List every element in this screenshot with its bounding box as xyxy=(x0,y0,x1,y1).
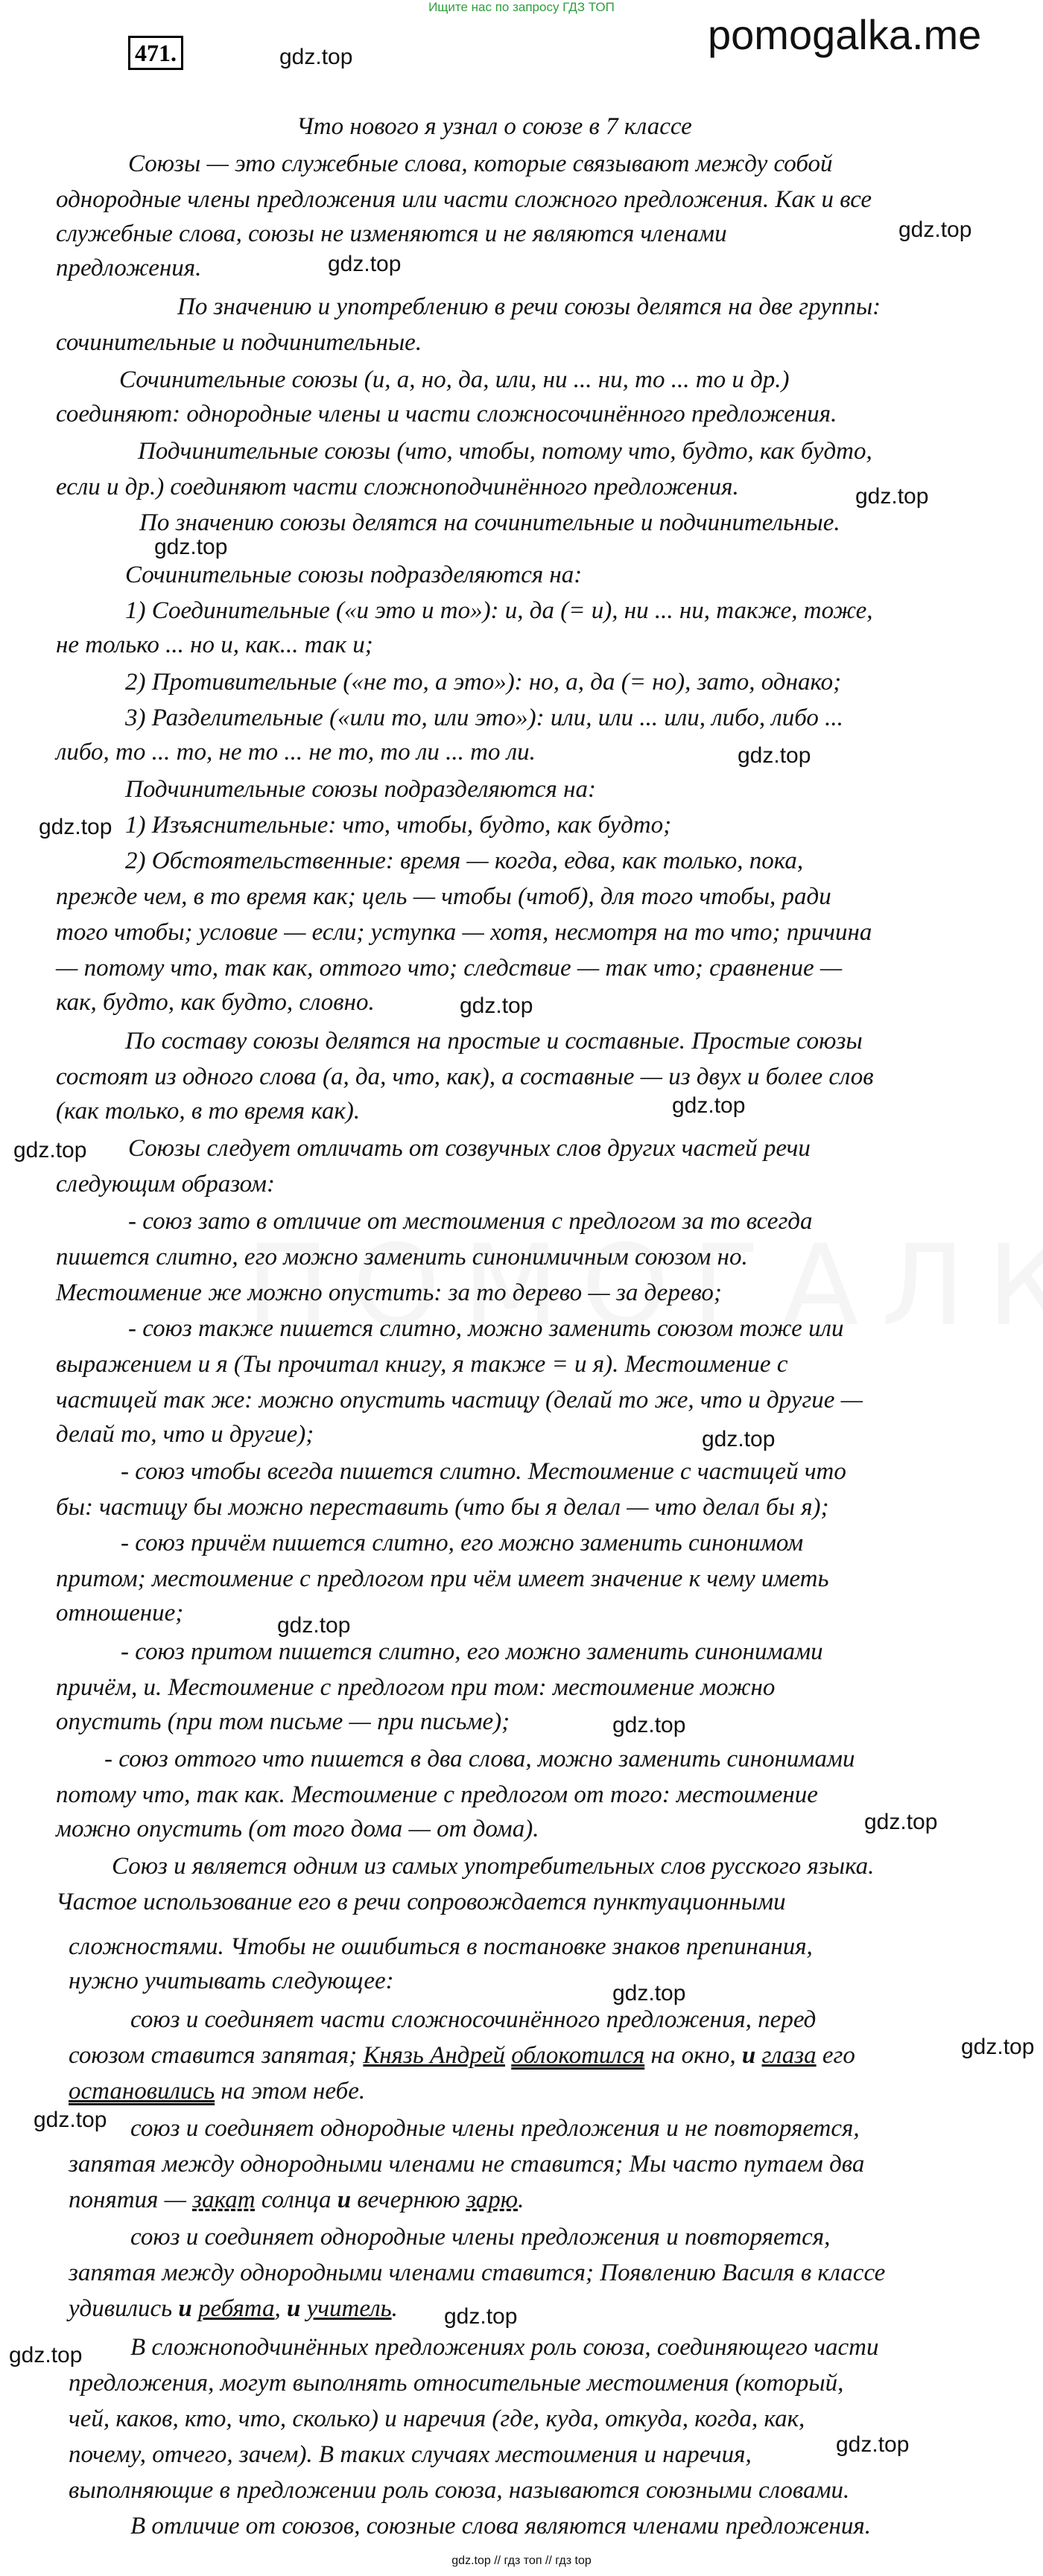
text-line: соединяют: однородные члены и части сложносочинённого предложения. xyxy=(56,401,837,427)
subject-word: ребята xyxy=(197,2295,275,2322)
text-line: прежде чем, в то время как; цель — чтобы (чтоб), для того чтобы, ради xyxy=(56,883,831,910)
watermark-label: gdz.top xyxy=(961,2035,1035,2059)
text-line: По составу союзы делятся на простые и составные. Простые союзы xyxy=(125,1028,863,1055)
text-line: 2) Обстоятельственные: время — когда, едва, как только, пока, xyxy=(125,847,804,874)
text-line: служебные слова, союзы не изменяются и не являются членами xyxy=(56,220,727,247)
text-line: 1) Соединительные («и это и то»): и, да (= и), ни ... ни, также, тоже, xyxy=(125,597,873,624)
subject-word: Князь Андрей xyxy=(363,2042,506,2069)
text-line: - союз причём пишется слитно, его можно заменить синонимом xyxy=(121,1530,804,1556)
watermark-label: gdz.top xyxy=(672,1093,746,1118)
text-line: запятая между однородными членами ставится; Появлению Василя в классе xyxy=(69,2259,886,2286)
text-line: выражением и я (Ты прочитал книгу, я также = и я). Местоимение с xyxy=(56,1351,788,1378)
text-line: не только ... но и, как... так и; xyxy=(56,632,373,658)
text-line: - союз зато в отличие от местоимения с предлогом за то всегда xyxy=(128,1208,813,1235)
conjunction-word: и xyxy=(337,2187,352,2213)
text-line: выполняющие в предложении роль союза, называются союзными словами. xyxy=(69,2477,850,2504)
predicate-word: остановились xyxy=(69,2078,215,2105)
text-line: можно опустить (от того дома — от дома). xyxy=(56,1816,539,1842)
watermark-label: gdz.top xyxy=(612,1713,686,1737)
example-line-rebyata xyxy=(69,2294,398,2324)
exercise-number: 471. xyxy=(128,36,183,70)
text-line: чей, каков, кто, что, сколько) и наречия (где, куда, откуда, когда, как, xyxy=(69,2405,805,2432)
text-fragment: удивились xyxy=(69,2295,179,2322)
watermark-label: gdz.top xyxy=(836,2432,910,2457)
text-line: Сочинительные союзы (и, а, но, да, или, ни ... ни, то ... то и др.) xyxy=(119,366,790,393)
text-line: предложения. xyxy=(56,255,202,282)
text-line: потому что, так как. Местоимение с предлогом от того: местоимение xyxy=(56,1781,818,1808)
top-search-note[interactable]: Ищите нас по запросу ГДЗ ТОП xyxy=(428,0,615,14)
text-line: пишется слитно, его можно заменить синонимичным союзом но. xyxy=(56,1244,748,1270)
predicate-word: облокотился xyxy=(511,2042,645,2069)
text-line: — потому что, так как, оттого что; следствие — так что; сравнение — xyxy=(56,955,843,982)
text-line: Союзы следует отличать от созвучных слов других частей речи xyxy=(128,1135,811,1162)
text-line: союз и соединяет однородные члены предложения и не повторяется, xyxy=(130,2115,860,2142)
object-word: закат xyxy=(192,2187,256,2213)
text-fragment: . xyxy=(518,2187,524,2213)
watermark-label: gdz.top xyxy=(864,1810,938,1834)
example-line-andrey xyxy=(69,2041,855,2070)
text-line: бы: частицу бы можно переставить (что бы я делал — что делал бы я); xyxy=(56,1494,829,1521)
text-line: сложностями. Чтобы не ошибиться в постановке знаков препинания, xyxy=(69,1933,813,1960)
watermark-label: gdz.top xyxy=(34,2108,107,2132)
text-line: отношение; xyxy=(56,1600,184,1626)
text-fragment: его xyxy=(816,2042,855,2069)
watermark-label: gdz.top xyxy=(277,1613,351,1638)
space xyxy=(300,2295,306,2322)
text-line: либо, то ... то, не то ... не то, то ли ... то ли. xyxy=(56,739,536,766)
footer-links[interactable]: gdz.top // гдз топ // гдз top xyxy=(451,2554,592,2567)
example-line-ostanovilis xyxy=(69,2076,365,2106)
text-fragment: понятия — xyxy=(69,2187,193,2213)
text-line: 1) Изъяснительные: что, чтобы, будто, как будто; xyxy=(125,812,672,839)
watermark-label: gdz.top xyxy=(444,2304,518,2329)
watermark-label: gdz.top xyxy=(460,993,533,1018)
text-line: Подчинительные союзы подразделяются на: xyxy=(125,776,596,803)
text-fragment: вечернюю xyxy=(351,2187,466,2213)
object-word: зарю xyxy=(466,2187,519,2213)
text-line: Союз и является одним из самых употребительных слов русского языка. xyxy=(112,1853,875,1880)
text-line: - союз также пишется слитно, можно заменить союзом тоже или xyxy=(128,1315,844,1342)
text-line: По значению и употреблению в речи союзы делятся на две группы: xyxy=(177,293,881,320)
watermark-label: gdz.top xyxy=(612,1981,686,2006)
text-line: Сочинительные союзы подразделяются на: xyxy=(125,562,583,588)
text-line: запятая между однородными членами не ставится; Мы часто путаем два xyxy=(69,2151,865,2178)
text-line: В сложноподчинённых предложениях роль союза, соединяющего части xyxy=(130,2334,879,2361)
text-line: 3) Разделительные («или то, или это»): или, или ... или, либо, либо ... xyxy=(125,705,843,731)
text-line: Союзы — это служебные слова, которые связывают между собой xyxy=(128,150,833,177)
text-line: если и др.) соединяют части сложноподчинённого предложения. xyxy=(56,474,739,500)
watermark-label: gdz.top xyxy=(328,252,402,276)
text-line: следующим образом: xyxy=(56,1171,275,1198)
site-logo[interactable]: pomogalka.me xyxy=(708,11,982,58)
text-line: делай то, что и другие); xyxy=(56,1421,314,1448)
watermark-label: gdz.top xyxy=(855,484,929,509)
text-line: нужно учитывать следующее: xyxy=(69,1968,394,1994)
text-line: Подчинительные союзы (что, чтобы, потому что, будто, как будто, xyxy=(138,438,872,465)
conjunction-word: и xyxy=(741,2042,756,2069)
text-line: сочинительные и подчинительные. xyxy=(56,329,422,356)
text-fragment: , xyxy=(274,2295,288,2322)
text-fragment: солнца xyxy=(255,2187,337,2213)
text-line: союз и соединяет однородные члены предложения и повторяется, xyxy=(130,2224,831,2251)
text-line: опустить (при том письме — при письме); xyxy=(56,1708,510,1735)
text-line: того чтобы; условие — если; уступка — хотя, несмотря на то что; причина xyxy=(56,919,872,946)
text-line: Местоимение же можно опустить: за то дерево — за дерево; xyxy=(56,1279,722,1306)
watermark-label: gdz.top xyxy=(738,743,811,768)
watermark-label: gdz.top xyxy=(154,535,228,559)
conjunction-word: и xyxy=(287,2295,301,2322)
text-line: - союз чтобы всегда пишется слитно. Местоимение с частицей что xyxy=(121,1458,846,1485)
watermark-label: gdz.top xyxy=(279,45,353,69)
text-fragment: на окно, xyxy=(644,2042,742,2069)
text-line: предложения, могут выполнять относительные местоимения (который, xyxy=(69,2370,844,2397)
space xyxy=(192,2295,198,2322)
watermark-label: gdz.top xyxy=(39,815,112,839)
text-line: - союз притом пишется слитно, его можно заменить синонимами xyxy=(121,1638,823,1665)
text-line: притом; местоимение с предлогом при чём имеет значение к чему иметь xyxy=(56,1565,829,1592)
space xyxy=(755,2042,761,2069)
example-line-zakat xyxy=(69,2185,524,2215)
text-line: однородные члены предложения или части сложного предложения. Как и все xyxy=(56,186,872,213)
text-line: состоят из одного слова (а, да, что, как), а составные — из двух и более слов xyxy=(56,1063,874,1090)
text-line: как, будто, как будто, словно. xyxy=(56,989,375,1016)
watermark-label: gdz.top xyxy=(9,2343,83,2367)
text-line: частицей так же: можно опустить частицу (делай то же, что и другие — xyxy=(56,1387,863,1413)
subject-word: учитель xyxy=(306,2295,392,2322)
text-line: союз и соединяет части сложносочинённого предложения, перед xyxy=(130,2006,817,2033)
text-fragment: на этом небе. xyxy=(215,2078,366,2105)
text-line: причём, и. Местоимение с предлогом при том: местоимение можно xyxy=(56,1674,776,1701)
text-line: почему, отчего, зачем). В таких случаях местоимения и наречия, xyxy=(69,2441,752,2468)
text-line: 2) Противительные («не то, а это»): но, а, да (= но), зато, однако; xyxy=(125,669,842,696)
conjunction-word: и xyxy=(178,2295,192,2322)
text-fragment: союзом ставится запятая; xyxy=(69,2042,364,2069)
title: Что нового я узнал о союзе в 7 классе xyxy=(297,113,692,140)
text-line: Частое использование его в речи сопровождается пунктуационными xyxy=(56,1889,786,1915)
text-line: По значению союзы делятся на сочинительные и подчинительные. xyxy=(139,509,840,536)
text-line: В отличие от союзов, союзные слова являются членами предложения. xyxy=(130,2513,871,2540)
watermark-label: gdz.top xyxy=(13,1138,87,1163)
text-line: (как только, в то время как). xyxy=(56,1098,361,1125)
watermark-label: gdz.top xyxy=(898,217,972,242)
text-line: - союз оттого что пишется в два слова, можно заменить синонимами xyxy=(104,1746,855,1772)
subject-word: глаза xyxy=(761,2042,817,2069)
watermark-label: gdz.top xyxy=(702,1427,776,1451)
text-fragment: . xyxy=(391,2295,398,2322)
